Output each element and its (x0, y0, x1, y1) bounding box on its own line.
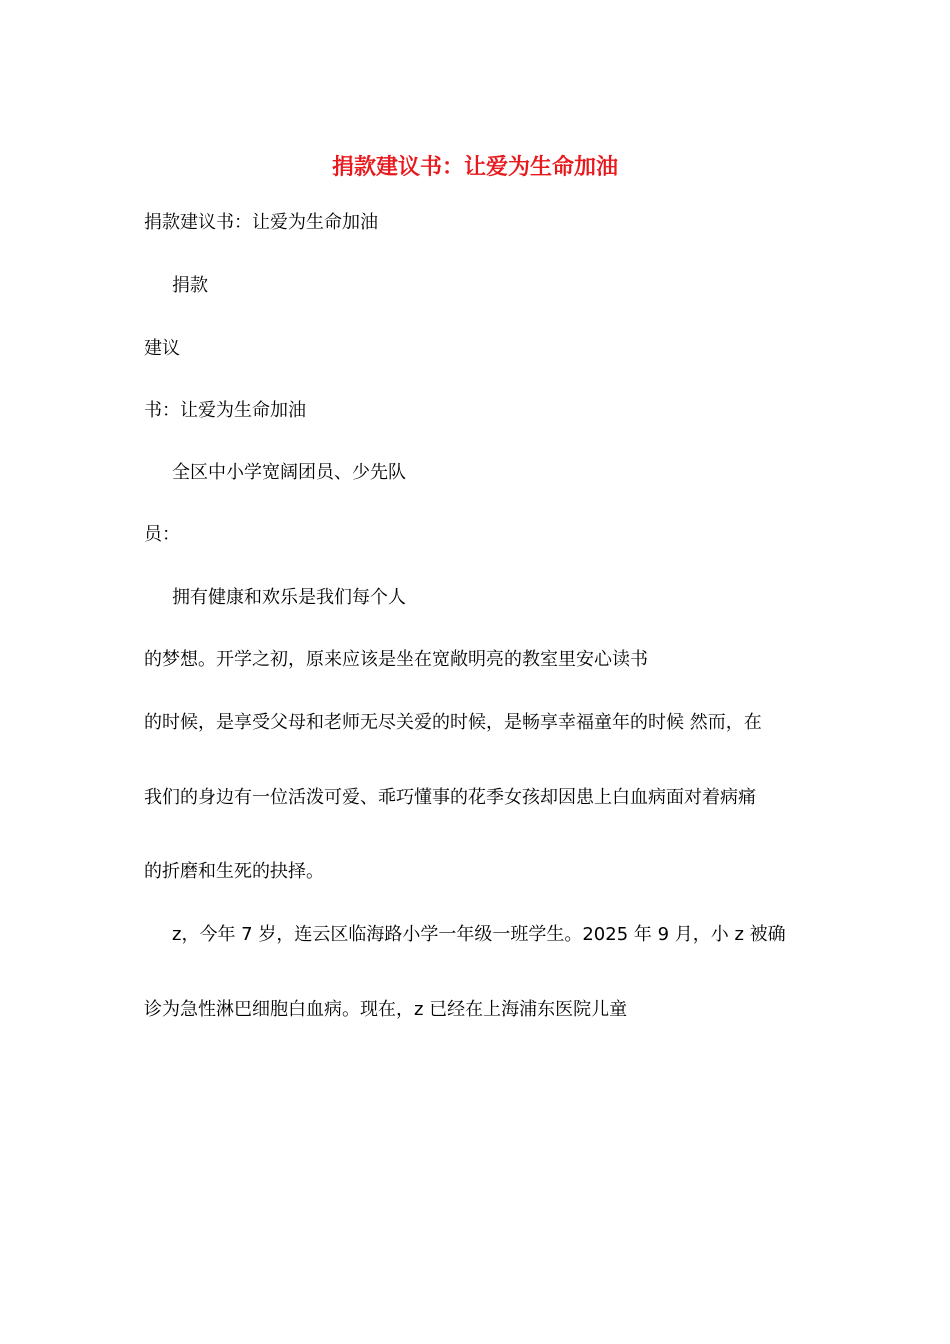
paragraph-line: 诊为急性淋巴细胞白血病。现在，z 已经在上海浦东医院儿童 (144, 999, 628, 1020)
paragraph-line: 捐款 (172, 275, 208, 296)
paragraph-line: 员： (144, 524, 180, 545)
paragraph-line: z，今年 7 岁，连云区临海路小学一年级一班学生。2025 年 9 月，小 z 被确 (172, 924, 786, 945)
paragraph-line: 建议 (144, 338, 180, 359)
paragraph-line: 的时候，是享受父母和老师无尽关爱的时候，是畅享幸福童年的时候 然而，在 (144, 712, 762, 733)
paragraph-line: 的折磨和生死的抉择。 (144, 861, 324, 882)
paragraph-line: 拥有健康和欢乐是我们每个人 (172, 587, 406, 608)
paragraph-line: 捐款建议书：让爱为生命加油 (144, 212, 378, 233)
document-title: 捐款建议书：让爱为生命加油 (331, 155, 618, 180)
paragraph-line: 全区中小学宽阔团员、少先队 (172, 462, 406, 483)
paragraph-line: 我们的身边有一位活泼可爱、乖巧懂事的花季女孩却因患上白血病面对着病痛 (144, 787, 756, 808)
paragraph-line: 的梦想。开学之初，原来应该是坐在宽敞明亮的教室里安心读书 (144, 649, 648, 670)
paragraph-line: 书：让爱为生命加油 (144, 400, 306, 421)
